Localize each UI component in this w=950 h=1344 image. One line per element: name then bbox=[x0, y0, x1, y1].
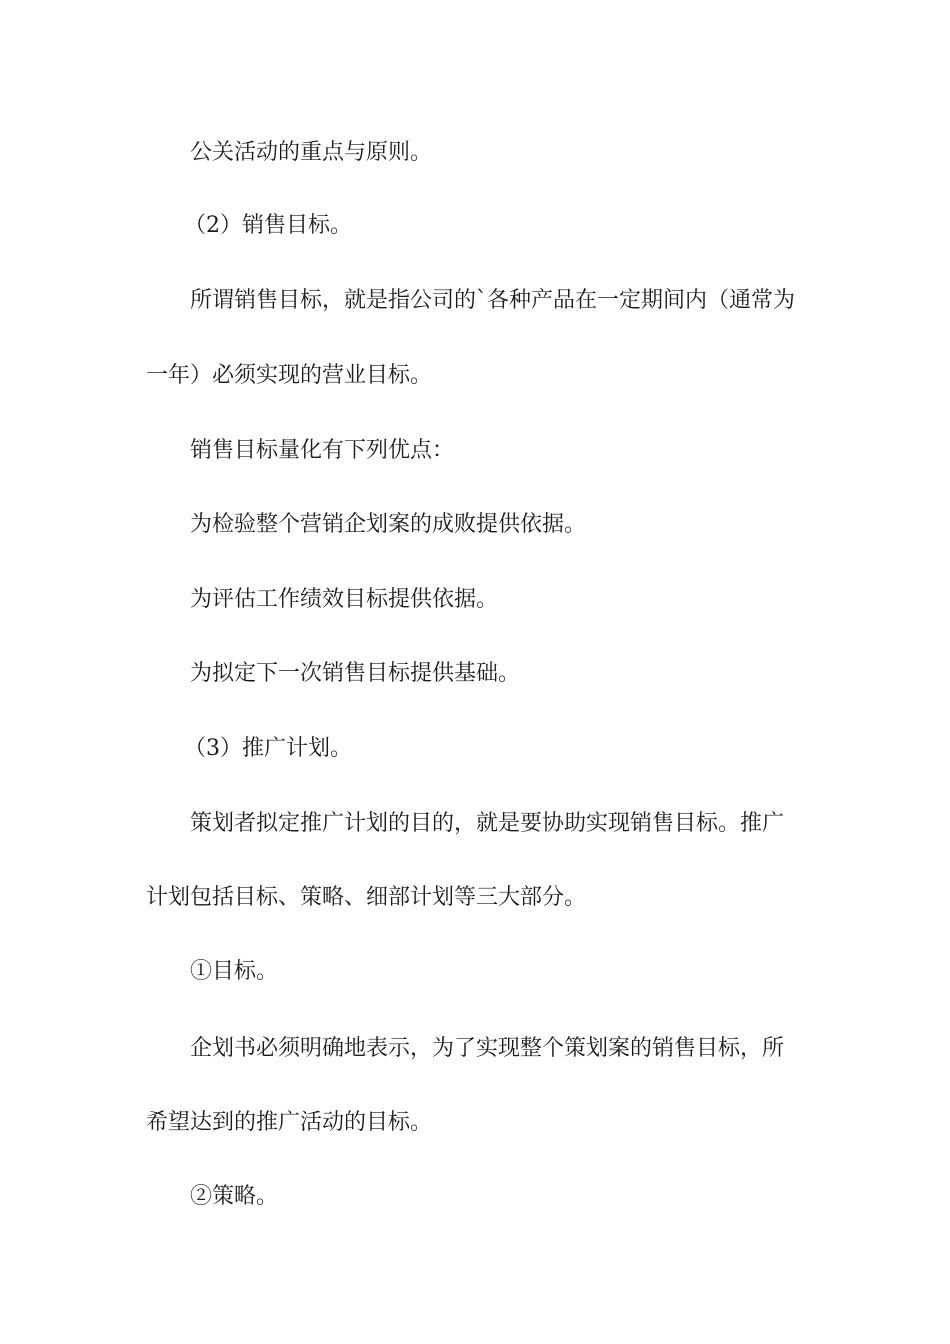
paragraph-line: 企划书必须明确地表示，为了实现整个策划案的销售目标，所 bbox=[190, 1036, 785, 1061]
paragraph-line: 一年）必须实现的营业目标。 bbox=[146, 363, 433, 388]
subsection-heading: ②策略。 bbox=[190, 1184, 279, 1209]
paragraph-line: 希望达到的推广活动的目标。 bbox=[146, 1110, 433, 1135]
list-item: 为拟定下一次销售目标提供基础。 bbox=[190, 661, 521, 686]
section-heading: （2）销售目标。 bbox=[184, 213, 352, 238]
list-item: 为检验整个营销企划案的成败提供依据。 bbox=[190, 512, 587, 537]
paragraph-line: 策划者拟定推广计划的目的，就是要协助实现销售目标。推广 bbox=[190, 811, 785, 836]
paragraph-line: 计划包括目标、策略、细部计划等三大部分。 bbox=[146, 885, 587, 910]
paragraph-line: 所谓销售目标，就是指公司的`各种产品在一定期间内（通常为 bbox=[190, 288, 796, 313]
section-heading: （3）推广计划。 bbox=[184, 736, 352, 761]
paragraph-line: 公关活动的重点与原则。 bbox=[190, 140, 433, 165]
subsection-heading: ①目标。 bbox=[190, 959, 279, 984]
paragraph-line: 销售目标量化有下列优点： bbox=[190, 438, 455, 463]
list-item: 为评估工作绩效目标提供依据。 bbox=[190, 587, 499, 612]
